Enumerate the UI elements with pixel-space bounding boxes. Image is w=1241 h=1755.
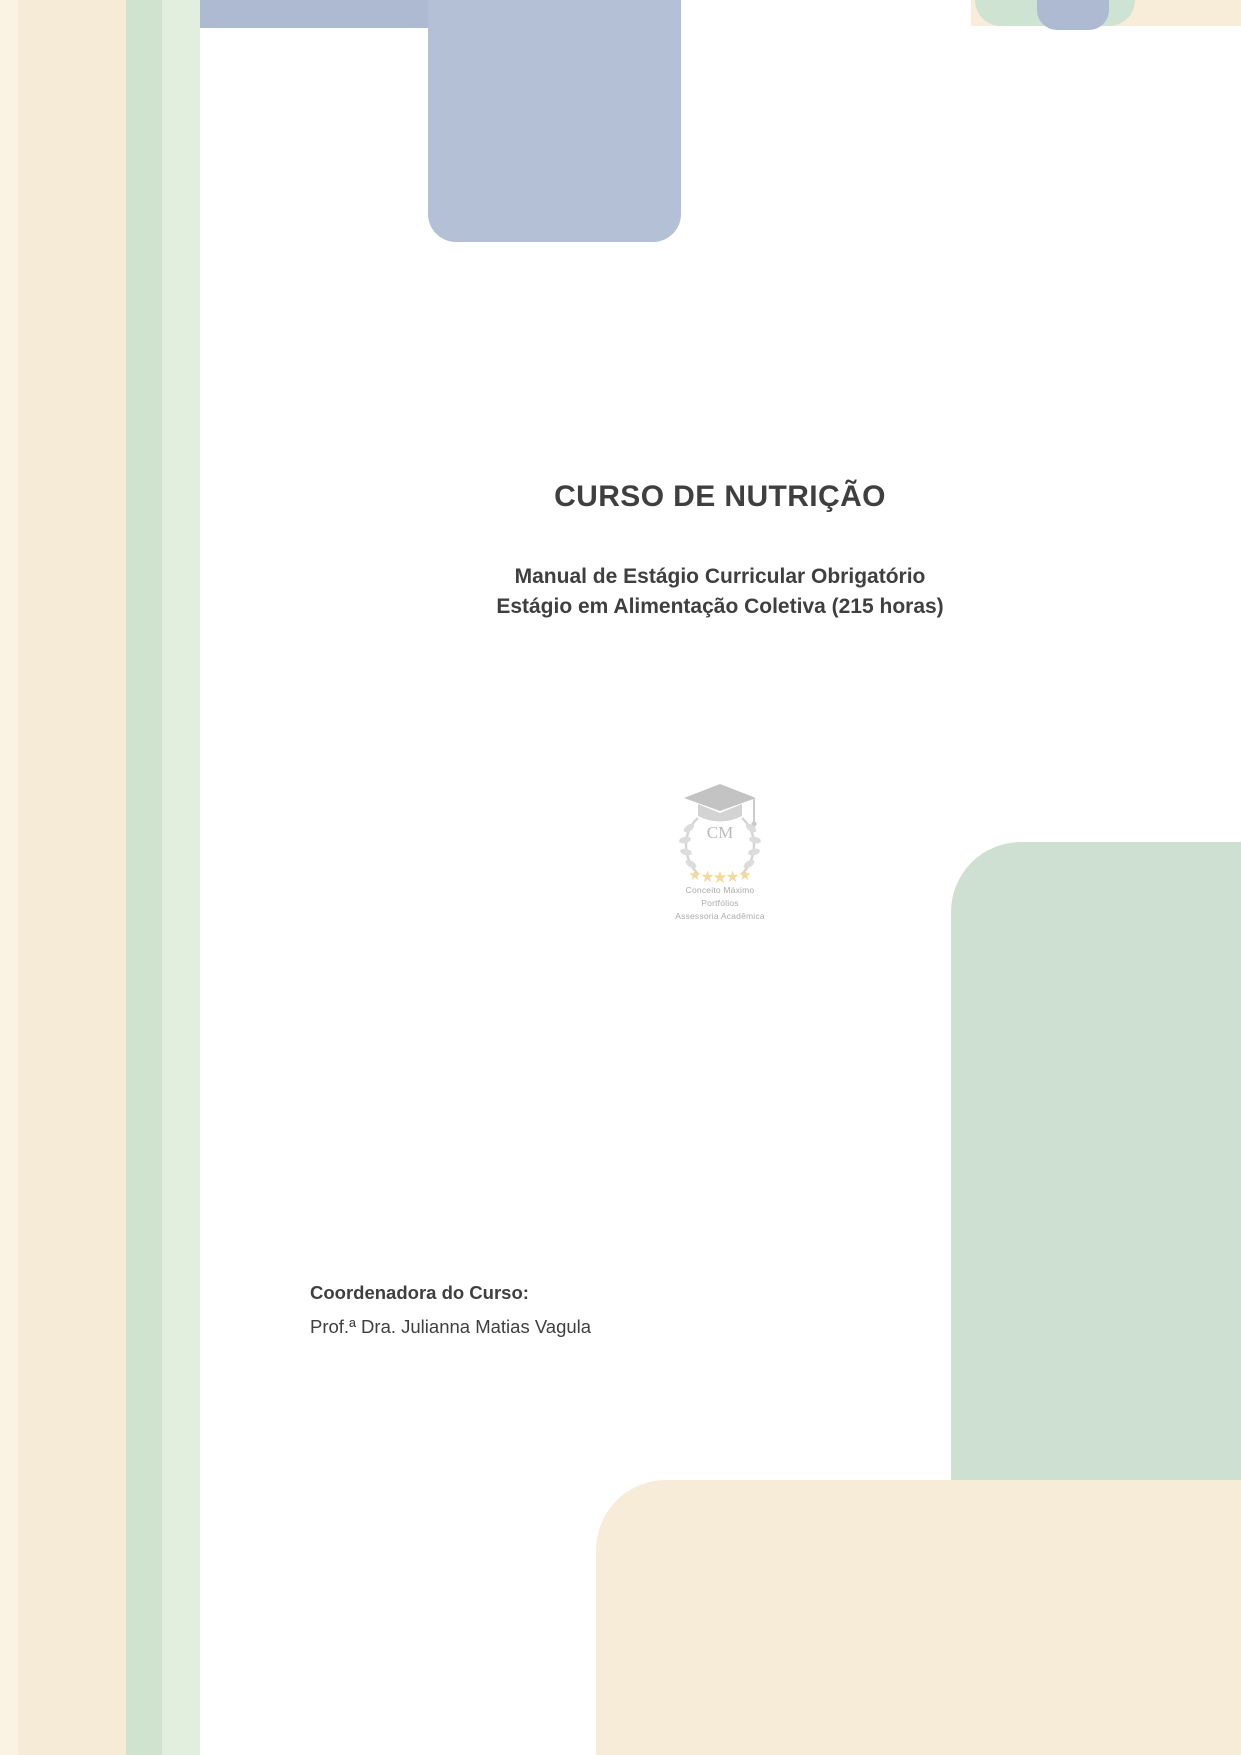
svg-text:★: ★ — [688, 867, 702, 884]
logo-caption-line-3: Assessoria Acadêmica — [675, 911, 765, 922]
logo-wrapper — [210, 778, 1230, 938]
logo-caption — [664, 884, 776, 924]
coordinator-name: Prof.ª Dra. Julianna Matias Vagula — [310, 1316, 592, 1337]
page-title: CURSO DE NUTRIÇÃO — [554, 480, 886, 513]
coordinator-label: Coordenadora do Curso: — [310, 1282, 529, 1303]
left-cream-band — [0, 0, 126, 1755]
svg-text:★: ★ — [738, 867, 752, 884]
left-cream-edge-band — [0, 0, 18, 1755]
page-subtitle — [210, 562, 1230, 622]
logo-caption-line-2: Portfólios — [701, 898, 739, 909]
conceito-maximo-logo — [664, 778, 776, 938]
left-green-soft-band — [162, 0, 200, 1755]
page-content — [210, 0, 1241, 1755]
svg-text:★: ★ — [725, 869, 740, 886]
logo-monogram: CM — [706, 823, 734, 842]
logo-caption-line-1: Conceito Máximo — [685, 885, 755, 895]
svg-text:★: ★ — [700, 869, 715, 886]
coordinator-block — [310, 1282, 1010, 1338]
svg-text:★: ★ — [712, 868, 728, 887]
page-subtitle-line-1: Manual de Estágio Curricular Obrigatório — [514, 565, 926, 588]
left-white-gutter — [200, 0, 210, 1755]
page-subtitle-line-2: Estágio em Alimentação Coletiva (215 horas) — [496, 594, 944, 618]
title-block — [210, 480, 1230, 622]
left-green-band — [126, 0, 162, 1755]
